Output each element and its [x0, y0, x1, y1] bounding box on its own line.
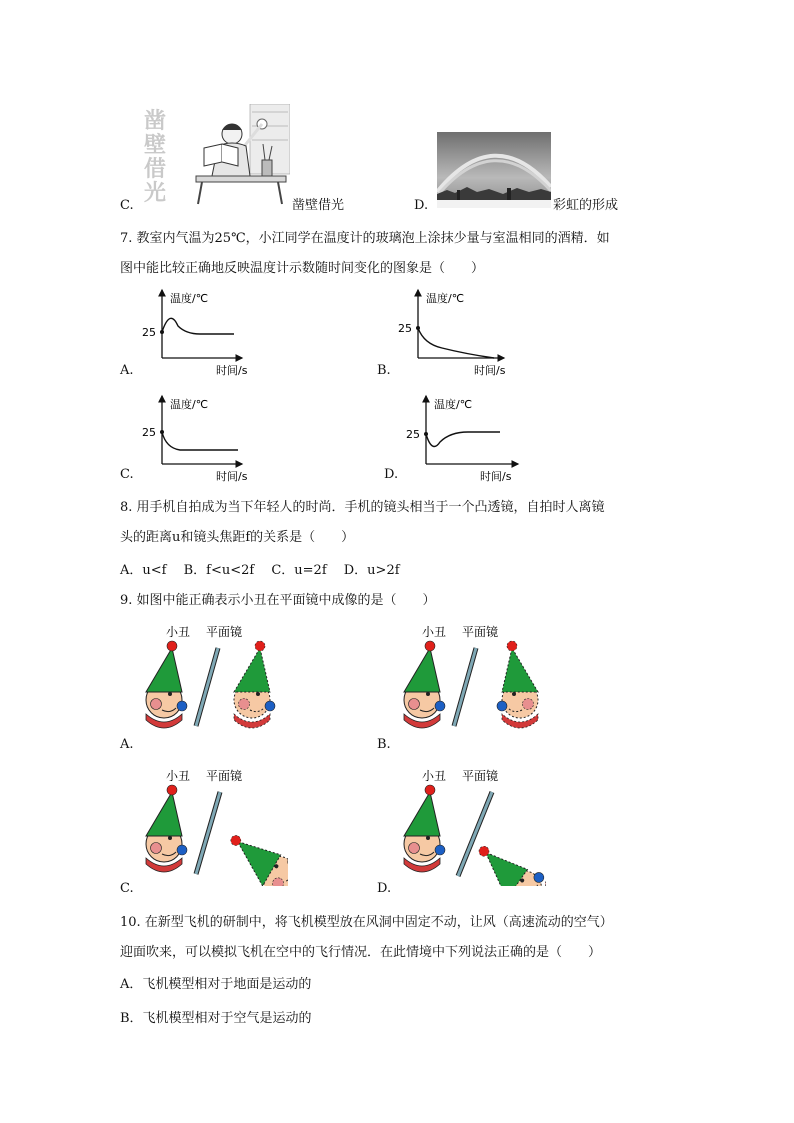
q9-stem: 9. 如图中能正确表示小丑在平面镜中成像的是（ ） — [120, 593, 436, 608]
svg-text:壁: 壁 — [144, 133, 167, 158]
q7-stem-line1: 7. 教室内气温为25℃，小江同学在温度计的玻璃泡上涂抹少量与室温相同的酒精．如 — [120, 231, 610, 246]
label-clown: 小丑 — [422, 625, 447, 639]
q9-figure-b — [396, 622, 546, 732]
q7-stem-line2: 图中能比较正确地反映温度计示数随时间变化的图象是（ ） — [120, 261, 485, 276]
y-label: 温度/℃ — [170, 398, 209, 411]
label-mirror: 平面镜 — [206, 769, 243, 783]
label-clown: 小丑 — [166, 625, 191, 639]
q10-option-a: A．飞机模型相对于地面是运动的 — [120, 977, 312, 992]
curve — [162, 432, 238, 450]
svg-text:凿: 凿 — [144, 109, 167, 134]
q7-graph-a — [140, 288, 270, 380]
q6-option-c-image — [138, 104, 290, 208]
label-clown: 小丑 — [422, 769, 447, 783]
curve — [162, 318, 234, 334]
q7-option-b: B. — [377, 363, 391, 378]
q9-figure-a — [138, 622, 288, 732]
q7-option-c: C. — [120, 467, 134, 482]
svg-text:借: 借 — [144, 157, 167, 182]
y-label: 温度/℃ — [434, 398, 473, 411]
x-label: 时间/s — [216, 470, 248, 483]
y-label: 温度/℃ — [426, 292, 465, 305]
q9-option-d: D. — [377, 881, 392, 896]
label-clown: 小丑 — [166, 769, 191, 783]
x-label: 时间/s — [480, 470, 512, 483]
label-mirror: 平面镜 — [462, 625, 499, 639]
svg-text:光: 光 — [144, 181, 167, 206]
tick-25: 25 — [398, 322, 412, 335]
label-mirror: 平面镜 — [206, 625, 243, 639]
q10-option-b: B．飞机模型相对于空气是运动的 — [120, 1011, 312, 1026]
q7-graph-d — [404, 394, 534, 486]
q10-stem-line2: 迎面吹来，可以模拟飞机在空中的飞行情况．在此情境中下列说法正确的是（ ） — [120, 945, 602, 960]
x-label: 时间/s — [474, 364, 506, 377]
curve — [426, 432, 500, 447]
tick-25: 25 — [142, 426, 156, 439]
q9-option-b: B. — [377, 737, 391, 752]
q6-option-d-image — [437, 132, 551, 208]
q9-figure-d — [396, 766, 546, 886]
q10-stem-line1: 10. 在新型飞机的研制中，将飞机模型放在风洞中固定不动，让风（高速流动的空气） — [120, 915, 613, 930]
q6-option-d-letter: D. — [414, 198, 429, 213]
curve — [418, 328, 494, 358]
q6-option-c-caption: 凿壁借光 — [292, 198, 345, 213]
label-mirror: 平面镜 — [462, 769, 499, 783]
q9-option-c: C. — [120, 881, 134, 896]
stamp-text — [144, 109, 166, 206]
tick-25: 25 — [406, 428, 420, 441]
q7-graph-b — [396, 288, 526, 380]
tick-25: 25 — [142, 326, 156, 339]
q8-stem-line2: 头的距离u和镜头焦距f的关系是（ ） — [120, 530, 355, 545]
q9-figure-c — [138, 766, 288, 886]
q9-option-a: A. — [120, 737, 134, 752]
q6-option-d-caption: 彩虹的形成 — [553, 198, 619, 213]
q7-option-d: D. — [384, 467, 399, 482]
q6-option-c-letter: C. — [120, 198, 134, 213]
x-label: 时间/s — [216, 364, 248, 377]
q8-stem-line1: 8. 用手机自拍成为当下年轻人的时尚．手机的镜头相当于一个凸透镜，自拍时人离镜 — [120, 500, 605, 515]
q7-graph-c — [140, 394, 270, 486]
q7-option-a: A. — [120, 363, 134, 378]
y-label: 温度/℃ — [170, 292, 209, 305]
q8-options: A．u<f B．f<u<2f C．u=2f D．u>2f — [120, 563, 400, 578]
